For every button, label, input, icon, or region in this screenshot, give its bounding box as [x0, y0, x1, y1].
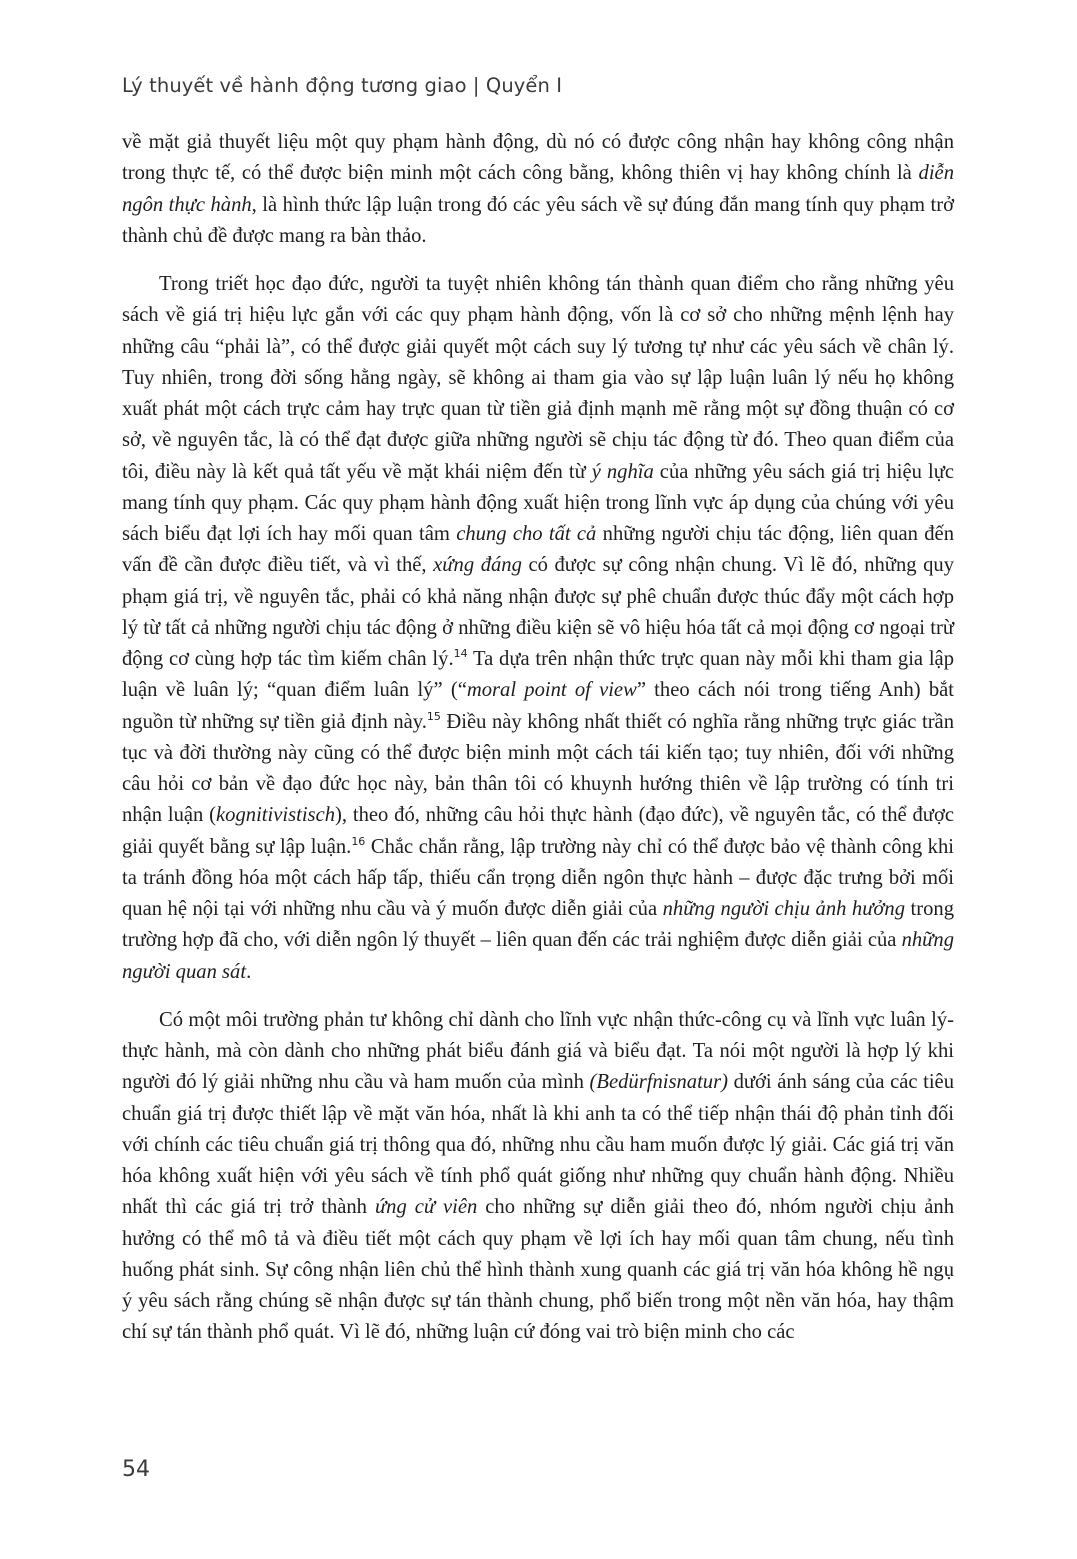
text-run: Ta dựa trên nhận thức trực quan này mỗi khi tham gia lập luận về luân lý; “quan điểm luân lý” (“: [122, 648, 954, 702]
text-run: có được sự công nhận chung. Vì lẽ đó, những quy phạm giá trị, về nguyên tắc, phải có khả năng nhận được sự phê chuẩn được thúc đẩy một cách hợp lý từ tất cả những người chịu tác động ở những điều kiện sẽ vô hiệu hóa tất cả mọi động cơ ngoại trừ động cơ cùng hợp tác tìm kiếm chân lý.: [122, 554, 955, 670]
paragraph: [122, 127, 954, 252]
italic-term: những người chịu ảnh hưởng: [662, 898, 906, 920]
text-run: .: [246, 960, 252, 983]
italic-term: diễn ngôn thực hành: [122, 162, 954, 216]
text-run: , là hình thức lập luận trong đó các yêu sách về sự đúng đắn mang tính quy phạm trở thành chủ đề được mang ra bàn thảo.: [122, 193, 954, 247]
body-text: [122, 127, 954, 1349]
italic-term: (Bedürfnisnatur): [589, 1071, 728, 1094]
text-run: ), theo đó, những câu hỏi thực hành (đạo đức), về nguyên tắc, có thể được giải quyết bằng sự lập luận.: [122, 804, 954, 858]
text-run: những người chịu tác động, liên quan đến vấn đề cần được điều tiết, và vì thế,: [122, 523, 954, 577]
page-number: 54: [122, 1457, 150, 1482]
footnote-ref: 15: [426, 709, 441, 723]
text-run: về mặt giả thuyết liệu một quy phạm hành động, dù nó có được công nhận hay không công nhận trong thực tế, có thể được biện minh một cách công bằng, không thiên vị hay không chính là: [122, 131, 954, 185]
text-run: Trong triết học đạo đức, người ta tuyệt nhiên không tán thành quan điểm cho rằng những yêu sách về giá trị hiệu lực gắn với các quy phạm hành động, vốn là cơ sở cho những mệnh lệnh hay những câu “phải là”, có thể được giải quyết một cách suy lý tương tự như các yêu sách về chân lý. Tuy nhiên, trong đời sống hằng ngày, sẽ không ai tham gia vào sự lập luận luân lý nếu họ không xuất phát một cách trực cảm hay trực quan từ tiền giả định mạnh mẽ rằng một sự đồng thuận có cơ sở, về nguyên tắc, là có thể đạt được giữa những người sẽ chịu tác động từ đó. Theo quan điểm của tôi, điều này là kết quả tất yếu về mặt khái niệm đến từ: [122, 273, 954, 483]
italic-term: ý nghĩa: [591, 460, 654, 483]
italic-term: những người quan sát: [122, 929, 954, 983]
text-run: của những yêu sách giá trị hiệu lực mang tính quy phạm. Các quy phạm hành động xuất hiện trong lĩnh vực áp dụng của chúng với yêu sách biểu đạt lợi ích hay mối quan tâm: [122, 460, 954, 545]
text-run: cho những sự diễn giải theo đó, nhóm người chịu ảnh hưởng có thể mô tả và điều tiết một cách quy phạm về lợi ích hay mối quan tâm chung, nếu tình huống phát sinh. Sự công nhận liên chủ thể hình thành xung quanh các giá trị văn hóa không hề ngụ ý yêu sách rằng chúng sẽ nhận được sự tán thành chung, phổ biến trong một nền văn hóa, hay thậm chí sự tán thành phổ quát. Vì lẽ đó, những luận cứ đóng vai trò biện minh cho các: [122, 1196, 954, 1344]
italic-term: xứng đáng: [433, 554, 522, 577]
text-run: ” theo cách nói trong tiếng Anh) bắt nguồn từ những sự tiền giả định này.: [122, 679, 954, 733]
paragraph: [122, 269, 954, 988]
text-run: dưới ánh sáng của các tiêu chuẩn giá trị được thiết lập về mặt văn hóa, nhất là khi anh ta có thể tiếp nhận thái độ phản tỉnh đối với chính các tiêu chuẩn giá trị thông qua đó, những nhu cầu ham muốn được lý giải. Các giá trị văn hóa không xuất hiện với yêu sách về tính phổ quát giống như những quy chuẩn hành động. Nhiều nhất thì các giá trị trở thành: [122, 1071, 954, 1219]
footnote-ref: 14: [453, 647, 468, 660]
italic-term: kognitivistisch: [216, 804, 336, 827]
text-run: Chắc chắn rằng, lập trường này chỉ có thể được bảo vệ thành công khi ta tránh đồng hóa một cách hấp tấp, thiếu cẩn trọng diễn ngôn thực hành – được đặc trưng bởi mối quan hệ nội tại với những nhu cầu và ý muốn được diễn giải của: [122, 835, 954, 920]
text-run: Điều này không nhất thiết có nghĩa rằng những trực giác trần tục và đời thường này cũng có thể được biện minh một cách tái kiến tạo; tuy nhiên, đối với những câu hỏi cơ bản về đạo đức học này, bản thân tôi có khuynh hướng thiên về lập trường có tính tri nhận luận (: [122, 710, 954, 827]
italic-term: ứng cử viên: [374, 1196, 478, 1219]
italic-term: chung cho tất cả: [456, 523, 597, 545]
text-run: Có một môi trường phản tư không chỉ dành cho lĩnh vực nhận thức-công cụ và lĩnh vực luân lý-thực hành, mà còn dành cho những phát biểu đánh giá và biểu đạt. Ta nói một người là hợp lý khi người đó lý giải những nhu cầu và ham muốn của mình: [122, 1008, 954, 1094]
running-header: Lý thuyết về hành động tương giao | Quyển I: [122, 74, 563, 97]
footnote-ref: 16: [351, 834, 366, 848]
text-run: trong trường hợp đã cho, với diễn ngôn lý thuyết – liên quan đến các trải nghiệm được diễn giải của: [122, 898, 954, 952]
paragraph: [122, 1005, 954, 1349]
italic-term: moral point of view: [466, 679, 637, 702]
